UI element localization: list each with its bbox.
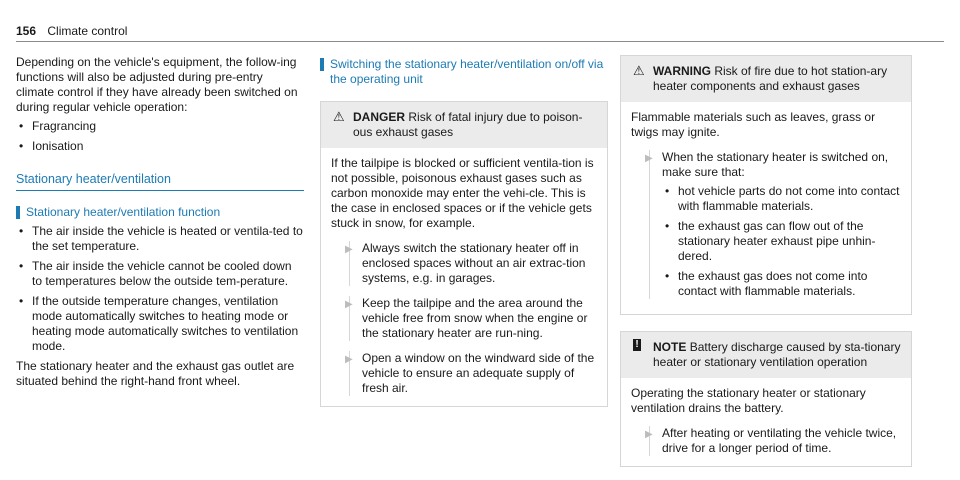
list-item: • The air inside the vehicle cannot be cooled down to temperatures below the outside tem-perature. xyxy=(16,259,304,289)
warning-triangle-icon: ⚠ xyxy=(633,63,645,78)
subsection-title: Stationary heater/ventilation function xyxy=(16,205,304,220)
danger-label: DANGER xyxy=(353,110,406,124)
arrow-right-icon: ▶ xyxy=(345,354,353,365)
list-item: • hot vehicle parts do not come into contact with flammable materials. xyxy=(662,184,901,214)
page-header xyxy=(16,24,127,38)
danger-box xyxy=(320,101,608,407)
warning-label: WARNING xyxy=(653,64,711,78)
exclamation-icon: ! xyxy=(633,339,641,351)
note-label: NOTE xyxy=(653,340,687,354)
column-2 xyxy=(320,55,608,407)
warning-body xyxy=(621,102,911,314)
warning-box xyxy=(620,55,912,315)
step-text: After heating or ventilating the vehicle twice, drive for a longer period of time. xyxy=(649,426,901,456)
arrow-right-icon: ▶ xyxy=(645,153,653,164)
intro-paragraph: Depending on the vehicle's equipment, the follow-ing functions will also be adjusted during pre-entry climate control if they have already been switched on during regular vehicle operation: xyxy=(16,55,298,114)
note-body xyxy=(621,378,911,466)
arrow-right-icon: ▶ xyxy=(345,244,353,255)
arrow-right-icon: ▶ xyxy=(345,299,353,310)
section-name: Climate control xyxy=(47,24,128,38)
arrow-right-icon: ▶ xyxy=(645,429,653,440)
warning-header xyxy=(621,56,911,102)
intro-list xyxy=(16,119,304,154)
step-text: Keep the tailpipe and the area around the vehicle free from snow when the engine or the stationary heater are run-ning. xyxy=(349,296,597,341)
warning-text: Flammable materials such as leaves, grass or twigs may ignite. xyxy=(631,110,876,139)
danger-title: Risk of fatal injury due to poison-ous exhaust gases xyxy=(353,110,583,139)
list-item: • Ionisation xyxy=(16,139,304,154)
note-step xyxy=(631,426,901,456)
subsection-title: Switching the stationary heater/ventilation on/off via the operating unit xyxy=(320,57,608,87)
list-item: • Fragrancing xyxy=(16,119,304,134)
list-item: • The air inside the vehicle is heated or ventila-ted to the set temperature. xyxy=(16,224,304,254)
list-item: • the exhaust gas can flow out of the stationary heater exhaust pipe unhin-dered. xyxy=(662,219,901,264)
danger-step xyxy=(331,296,597,341)
closing-paragraph: The stationary heater and the exhaust gas outlet are situated behind the right-hand front wheel. xyxy=(16,359,295,388)
warning-step-body xyxy=(649,150,901,299)
step-text: Always switch the stationary heater off in enclosed spaces without an air extrac-tion systems, e.g. in garages. xyxy=(349,241,597,286)
section-title: Stationary heater/ventilation xyxy=(16,172,304,191)
danger-text: If the tailpipe is blocked or sufficient ventila-tion is not possible, poisonous exhaust gases such as carbon monoxide may enter the vehi-cle. This is the case in enclosed spaces or if the vehicle gets stuck in snow, for example. xyxy=(331,156,594,230)
step-text: Open a window on the windward side of the vehicle to ensure an adequate supply of fresh air. xyxy=(349,351,597,396)
note-title: Battery discharge caused by sta-tionary heater or stationary ventilation operation xyxy=(653,340,901,369)
note-text: Operating the stationary heater or stationary ventilation drains the battery. xyxy=(631,386,866,415)
column-1 xyxy=(16,55,304,389)
warning-title: Risk of fire due to hot station-ary heater components and exhaust gases xyxy=(653,64,888,93)
step-text: When the stationary heater is switched on, make sure that: xyxy=(662,150,889,179)
danger-body xyxy=(321,148,607,406)
function-list xyxy=(16,224,304,354)
list-item: • If the outside temperature changes, ventilation mode automatically switches to heating mode or heating mode automatically switches to ventilation mode. xyxy=(16,294,304,354)
warning-list xyxy=(662,184,901,299)
warning-triangle-icon: ⚠ xyxy=(333,109,345,124)
note-header xyxy=(621,332,911,378)
warning-step xyxy=(631,150,901,299)
list-item: • the exhaust gas does not come into contact with flammable materials. xyxy=(662,269,901,299)
note-box xyxy=(620,331,912,467)
danger-header xyxy=(321,102,607,148)
page-number: 156 xyxy=(16,24,37,38)
danger-step xyxy=(331,351,597,396)
header-divider xyxy=(16,41,944,42)
danger-step xyxy=(331,241,597,286)
column-3 xyxy=(620,55,912,467)
